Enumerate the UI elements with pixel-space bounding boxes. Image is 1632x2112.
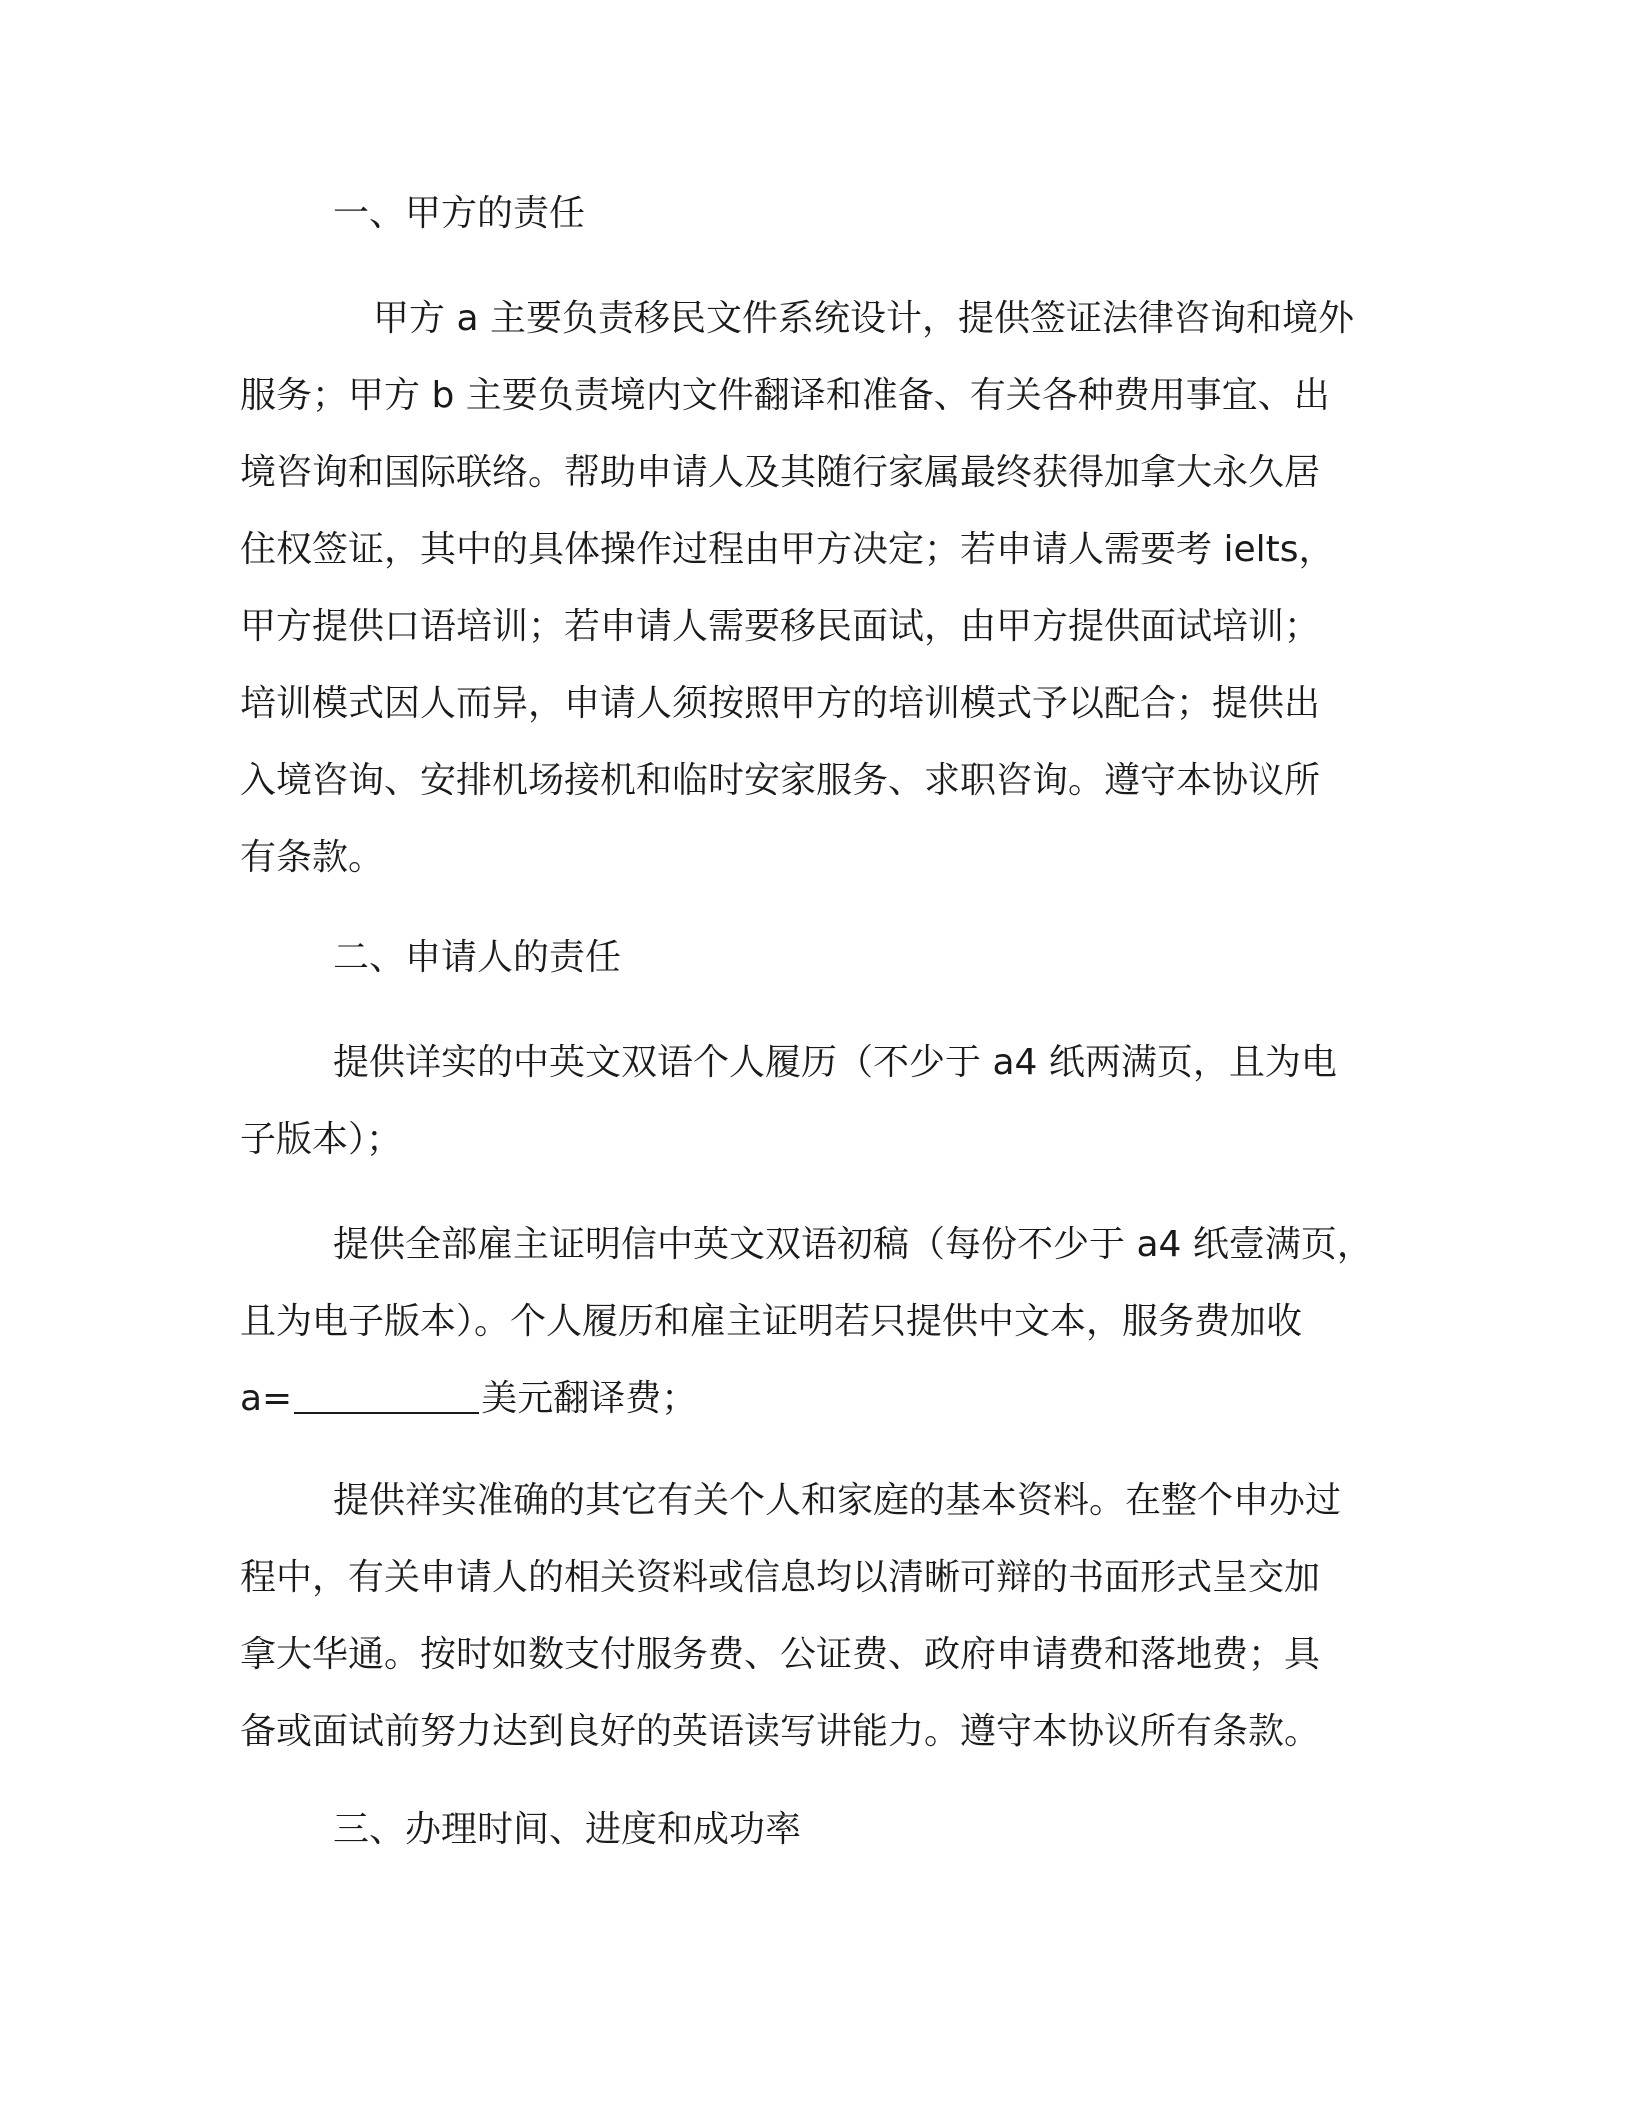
text-line: 拿大华通。按时如数支付服务费、公证费、政府申请费和落地费；具 [240,1634,1321,1675]
text-line: 境咨询和国际联络。帮助申请人及其随行家属最终获得加拿大永久居 [240,452,1321,493]
paragraph-resume [240,1024,1380,1178]
section-heading-timeline: 三、办理时间、进度和成功率 [333,1809,802,1850]
text-line: 备或面试前努力达到良好的英语读写讲能力。遵守本协议所有条款。 [240,1711,1321,1752]
text-line: 入境咨询、安排机场接机和临时安家服务、求职咨询。遵守本协议所 [240,760,1321,801]
text-line: 服务；甲方 b 主要负责境内文件翻译和准备、有关各种费用事宜、出 [240,375,1330,416]
text-line: 且为电子版本）。个人履历和雇主证明若只提供中文本，服务费加收 [240,1301,1303,1342]
text-line: 培训模式因人而异，申请人须按照甲方的培训模式予以配合；提供出 [240,683,1321,724]
fee-line [240,1360,1380,1437]
text-line: 甲方 a 主要负责移民文件系统设计，提供签证法律咨询和境外 [373,298,1354,339]
paragraph-party-a-duties [240,280,1380,896]
text-line: 提供全部雇主证明信中英文双语初稿（每份不少于 a4 纸壹满页， [333,1224,1373,1265]
section-heading-applicant: 二、申请人的责任 [333,937,622,978]
paragraph-personal-info [240,1462,1380,1770]
text-line: 程中，有关申请人的相关资料或信息均以清晰可辩的书面形式呈交加 [240,1557,1321,1598]
text-line: 甲方提供口语培训；若申请人需要移民面试，由甲方提供面试培训； [240,606,1321,647]
text-line: 提供祥实准确的其它有关个人和家庭的基本资料。在整个申办过 [333,1480,1342,1521]
fee-suffix: 美元翻译费； [481,1378,698,1419]
text-line: 住权签证，其中的具体操作过程由甲方决定；若申请人需要考 ielts， [240,529,1335,570]
fee-amount-blank[interactable] [294,1380,479,1414]
fee-prefix: a= [240,1378,293,1419]
paragraph-employer-letters [240,1206,1380,1437]
text-line: 有条款。 [240,837,385,878]
text-line: 提供详实的中英文双语个人履历（不少于 a4 纸两满页，且为电 [333,1042,1337,1083]
text-line: 子版本）； [240,1119,403,1160]
section-heading-party-a: 一、甲方的责任 [333,193,586,234]
